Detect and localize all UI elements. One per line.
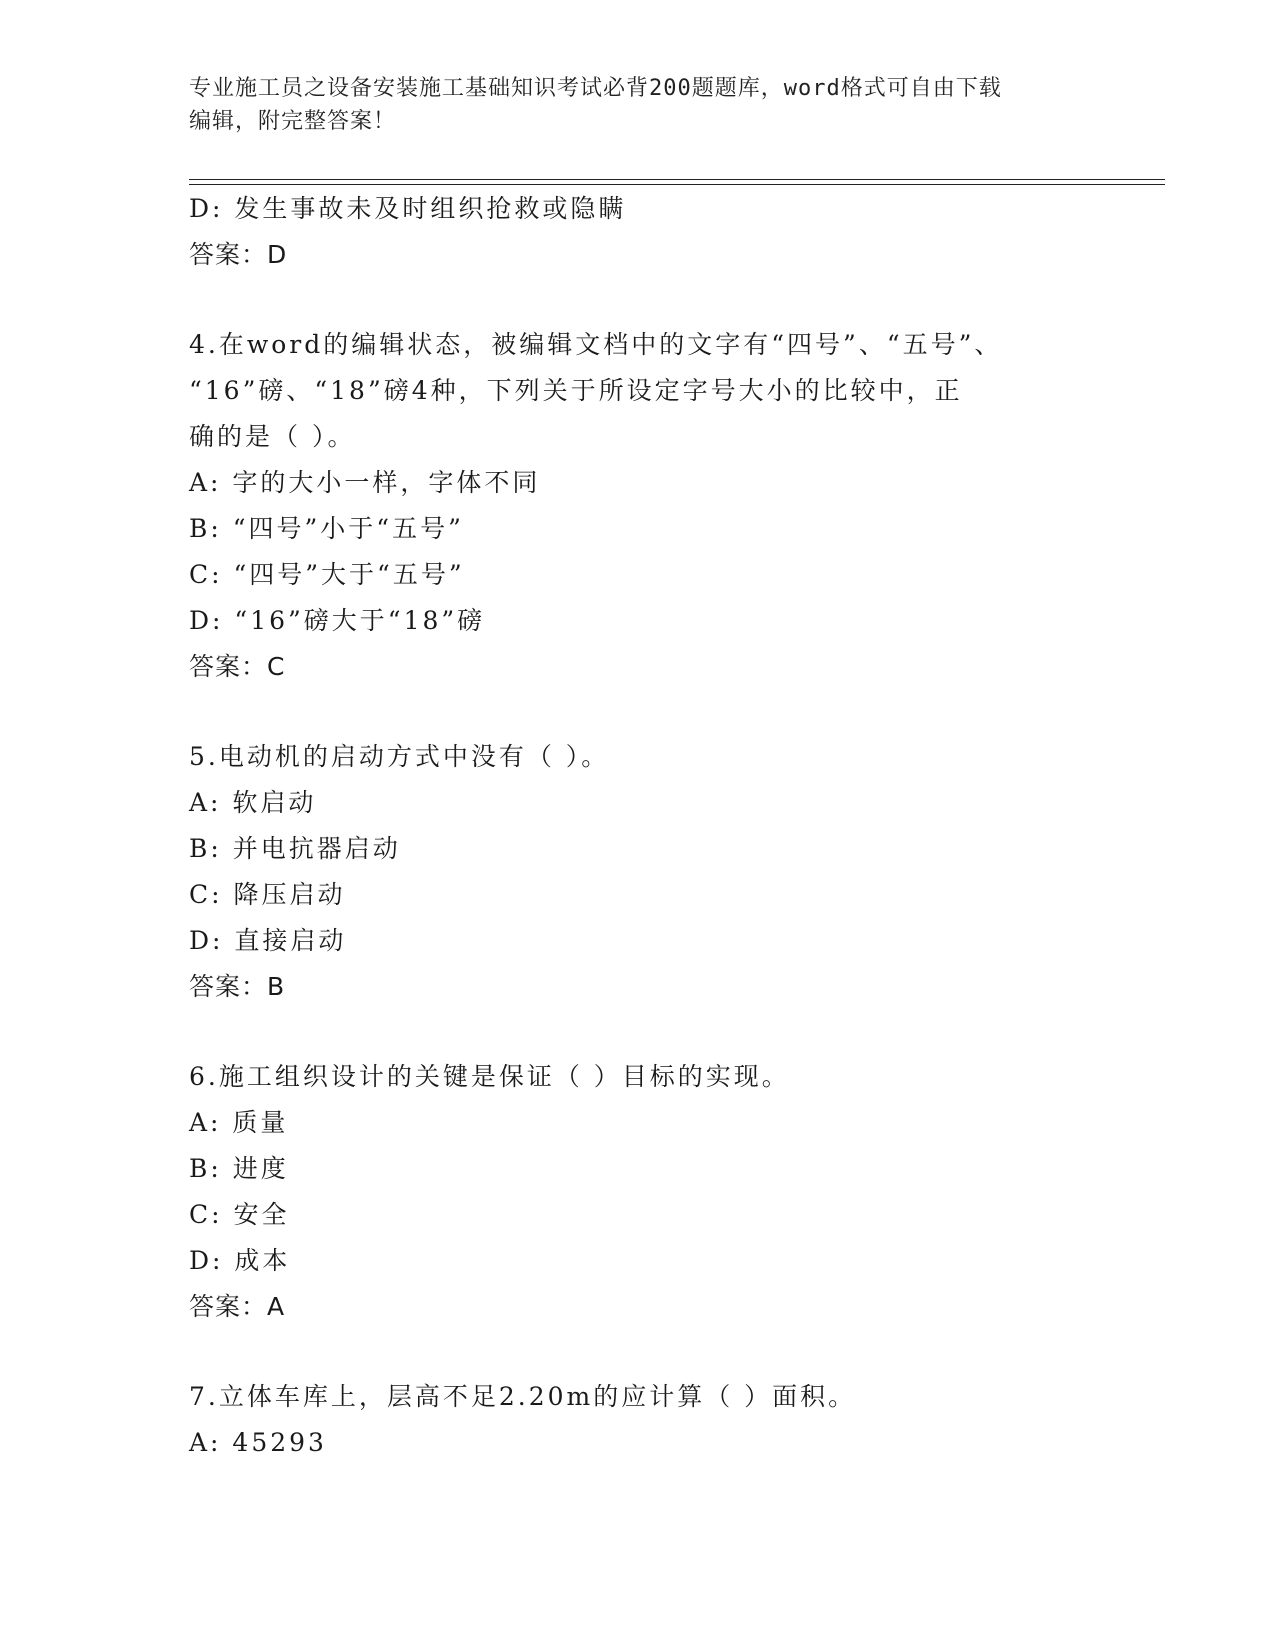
header-line-1: 专业施工员之设备安装施工基础知识考试必背200题题库，word格式可自由下载 (189, 76, 1002, 101)
header-line-2: 编辑，附完整答案！ (189, 109, 397, 134)
option-d: D: 成本 (189, 1246, 291, 1275)
option-a: A: 软启动 (189, 788, 317, 817)
question-text-line: 4.在word的编辑状态，被编辑文档中的文字有“四号”、“五号”、 (189, 330, 1003, 359)
question-5 (189, 734, 1079, 1010)
option-a: A: 质量 (189, 1108, 289, 1137)
spacer (189, 690, 1079, 734)
document-header (189, 72, 1089, 138)
spacer (189, 278, 1079, 322)
question-text-line: “16”磅、“18”磅4种，下列关于所设定字号大小的比较中，正 (189, 376, 963, 405)
option-d: D: 发生事故未及时组织抢救或隐瞒 (189, 194, 627, 223)
option-c: C: “四号”大于“五号” (189, 560, 465, 589)
question-6 (189, 1054, 1079, 1330)
question-text-line: 确的是（ ）。 (189, 422, 356, 451)
spacer (189, 1010, 1079, 1054)
option-a: A: 45293 (189, 1428, 327, 1457)
question-text: 6.施工组织设计的关键是保证（ ）目标的实现。 (189, 1062, 790, 1091)
question-7 (189, 1374, 1079, 1466)
option-a: A: 字的大小一样，字体不同 (189, 468, 541, 497)
document-body (189, 186, 1079, 1466)
answer: 答案：C (189, 652, 286, 681)
option-d: D: 直接启动 (189, 926, 347, 955)
question-text: 7.立体车库上，层高不足2.20m的应计算（ ）面积。 (189, 1382, 857, 1411)
option-d: D: “16”磅大于“18”磅 (189, 606, 486, 635)
question-text: 5.电动机的启动方式中没有（ ）。 (189, 742, 610, 771)
answer: 答案：D (189, 240, 288, 269)
question-4 (189, 322, 1079, 690)
option-c: C: 安全 (189, 1200, 290, 1229)
option-b: B: 进度 (189, 1154, 289, 1183)
option-c: C: 降压启动 (189, 880, 346, 909)
spacer (189, 1330, 1079, 1374)
answer: 答案：B (189, 972, 286, 1001)
header-divider-top (189, 179, 1165, 180)
header-divider-bottom (189, 184, 1165, 185)
answer: 答案：A (189, 1292, 286, 1321)
option-b: B: “四号”小于“五号” (189, 514, 464, 543)
option-b: B: 并电抗器启动 (189, 834, 401, 863)
